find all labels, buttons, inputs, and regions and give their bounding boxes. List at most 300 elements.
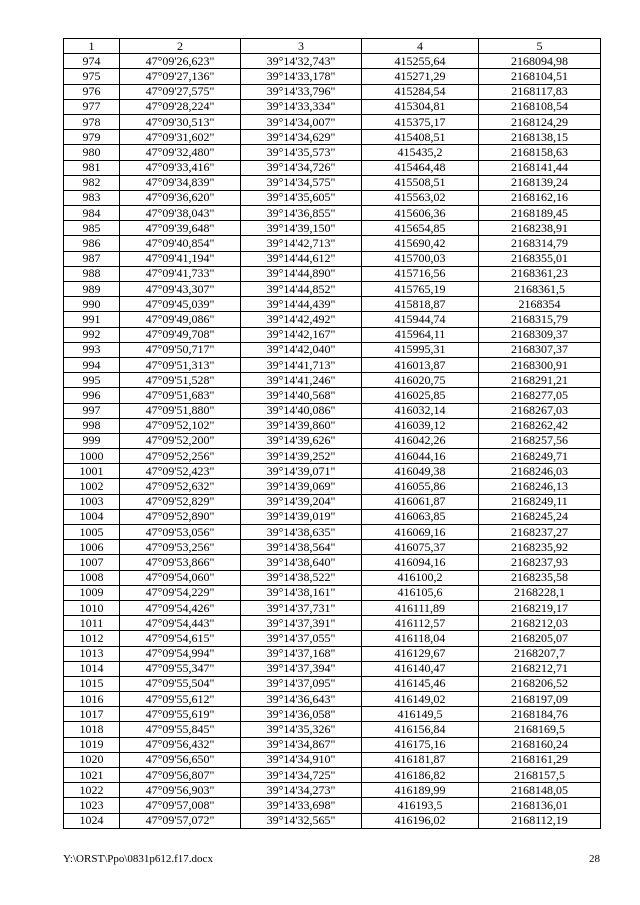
cell-y: 2168235,92 [479,540,601,555]
cell-point-number: 980 [64,145,120,160]
cell-x: 415765,19 [362,282,479,297]
cell-latitude: 47°09'52,890" [120,509,241,524]
cell-latitude: 47°09'51,313" [120,357,241,372]
cell-point-number: 995 [64,373,120,388]
cell-y: 2168246,13 [479,479,601,494]
cell-point-number: 998 [64,418,120,433]
cell-latitude: 47°09'56,903" [120,783,241,798]
cell-y: 2168161,29 [479,752,601,767]
cell-latitude: 47°09'28,224" [120,99,241,114]
cell-x: 416039,12 [362,418,479,433]
cell-y: 2168314,79 [479,236,601,251]
cell-y: 2168189,45 [479,206,601,221]
document-page [63,38,600,829]
cell-y: 2168249,11 [479,494,601,509]
cell-latitude: 47°09'52,423" [120,464,241,479]
table-row [64,449,601,464]
table-row [64,555,601,570]
cell-point-number: 1014 [64,661,120,676]
cell-latitude: 47°09'51,880" [120,403,241,418]
cell-longitude: 39°14'35,573" [241,145,362,160]
cell-point-number: 990 [64,297,120,312]
cell-latitude: 47°09'52,102" [120,418,241,433]
table-row [64,464,601,479]
cell-point-number: 1011 [64,616,120,631]
cell-latitude: 47°09'30,513" [120,114,241,129]
cell-latitude: 47°09'55,612" [120,692,241,707]
table-row [64,813,601,828]
cell-point-number: 982 [64,175,120,190]
cell-x: 415944,74 [362,312,479,327]
cell-longitude: 39°14'37,394" [241,661,362,676]
cell-longitude: 39°14'34,273" [241,783,362,798]
cell-y: 2168184,76 [479,707,601,722]
cell-point-number: 1002 [64,479,120,494]
column-header-y: 5 [479,39,601,54]
cell-longitude: 39°14'34,725" [241,768,362,783]
cell-y: 2168361,23 [479,266,601,281]
cell-latitude: 47°09'56,432" [120,737,241,752]
table-row [64,236,601,251]
table-row [64,707,601,722]
cell-point-number: 978 [64,114,120,129]
table-row [64,403,601,418]
cell-point-number: 992 [64,327,120,342]
cell-latitude: 47°09'36,620" [120,190,241,205]
cell-latitude: 47°09'57,072" [120,813,241,828]
cell-point-number: 1021 [64,768,120,783]
cell-longitude: 39°14'34,910" [241,752,362,767]
cell-longitude: 39°14'33,698" [241,798,362,813]
cell-x: 415464,48 [362,160,479,175]
cell-longitude: 39°14'35,605" [241,190,362,205]
cell-point-number: 993 [64,342,120,357]
cell-y: 2168309,37 [479,327,601,342]
cell-latitude: 47°09'52,200" [120,433,241,448]
cell-latitude: 47°09'41,194" [120,251,241,266]
cell-x: 415255,64 [362,54,479,69]
table-row [64,327,601,342]
table-row [64,190,601,205]
cell-point-number: 1000 [64,449,120,464]
cell-point-number: 974 [64,54,120,69]
cell-point-number: 991 [64,312,120,327]
table-row [64,312,601,327]
cell-y: 2168104,51 [479,69,601,84]
table-row [64,160,601,175]
cell-latitude: 47°09'52,829" [120,494,241,509]
cell-longitude: 39°14'36,855" [241,206,362,221]
table-row [64,585,601,600]
cell-latitude: 47°09'53,056" [120,525,241,540]
cell-longitude: 39°14'38,564" [241,540,362,555]
cell-point-number: 1018 [64,722,120,737]
cell-longitude: 39°14'38,635" [241,525,362,540]
cell-point-number: 1020 [64,752,120,767]
column-header-longitude: 3 [241,39,362,54]
cell-x: 416042,26 [362,433,479,448]
cell-x: 416140,47 [362,661,479,676]
table-row [64,251,601,266]
cell-x: 415964,11 [362,327,479,342]
cell-point-number: 983 [64,190,120,205]
table-row [64,418,601,433]
table-row [64,175,601,190]
cell-x: 416196,02 [362,813,479,828]
cell-x: 416145,46 [362,676,479,691]
table-row [64,692,601,707]
cell-x: 415304,81 [362,99,479,114]
cell-x: 416111,89 [362,600,479,615]
cell-y: 2168162,16 [479,190,601,205]
cell-latitude: 47°09'56,650" [120,752,241,767]
table-row [64,525,601,540]
cell-point-number: 1010 [64,600,120,615]
cell-longitude: 39°14'42,167" [241,327,362,342]
cell-point-number: 985 [64,221,120,236]
footer-file-path: Y:\ORST\Ppo\0831p612.f17.docx [63,853,213,865]
cell-point-number: 1004 [64,509,120,524]
cell-latitude: 47°09'52,256" [120,449,241,464]
cell-point-number: 1001 [64,464,120,479]
cell-latitude: 47°09'49,708" [120,327,241,342]
cell-x: 416020,75 [362,373,479,388]
cell-x: 416094,16 [362,555,479,570]
cell-point-number: 1008 [64,570,120,585]
cell-y: 2168124,29 [479,114,601,129]
cell-latitude: 47°09'55,347" [120,661,241,676]
cell-y: 2168354 [479,297,601,312]
cell-longitude: 39°14'34,867" [241,737,362,752]
cell-latitude: 47°09'38,043" [120,206,241,221]
table-row [64,373,601,388]
cell-latitude: 47°09'55,504" [120,676,241,691]
cell-longitude: 39°14'40,086" [241,403,362,418]
cell-latitude: 47°09'54,443" [120,616,241,631]
cell-y: 2168267,03 [479,403,601,418]
cell-point-number: 976 [64,84,120,99]
cell-point-number: 1003 [64,494,120,509]
table-row [64,479,601,494]
table-row [64,282,601,297]
cell-longitude: 39°14'34,007" [241,114,362,129]
cell-latitude: 47°09'26,623" [120,54,241,69]
cell-latitude: 47°09'41,733" [120,266,241,281]
cell-longitude: 39°14'39,150" [241,221,362,236]
cell-latitude: 47°09'27,575" [120,84,241,99]
cell-y: 2168212,71 [479,661,601,676]
cell-x: 415654,85 [362,221,479,236]
table-row [64,752,601,767]
cell-latitude: 47°09'51,683" [120,388,241,403]
cell-latitude: 47°09'54,426" [120,600,241,615]
table-row [64,433,601,448]
table-row [64,768,601,783]
cell-point-number: 988 [64,266,120,281]
table-row [64,342,601,357]
cell-longitude: 39°14'42,492" [241,312,362,327]
cell-y: 2168300,91 [479,357,601,372]
cell-point-number: 1023 [64,798,120,813]
table-row [64,540,601,555]
cell-point-number: 999 [64,433,120,448]
cell-y: 2168112,19 [479,813,601,828]
table-row [64,130,601,145]
cell-point-number: 989 [64,282,120,297]
cell-y: 2168206,52 [479,676,601,691]
table-body [64,54,601,829]
cell-x: 416100,2 [362,570,479,585]
cell-y: 2168197,09 [479,692,601,707]
cell-y: 2168228,1 [479,585,601,600]
cell-y: 2168094,98 [479,54,601,69]
column-header-point-number: 1 [64,39,120,54]
cell-x: 416013,87 [362,357,479,372]
cell-longitude: 39°14'37,055" [241,631,362,646]
cell-latitude: 47°09'32,480" [120,145,241,160]
table-row [64,145,601,160]
cell-x: 415995,31 [362,342,479,357]
cell-longitude: 39°14'37,731" [241,600,362,615]
cell-y: 2168315,79 [479,312,601,327]
cell-longitude: 39°14'33,796" [241,84,362,99]
cell-y: 2168157,5 [479,768,601,783]
cell-x: 416069,16 [362,525,479,540]
cell-x: 416044,16 [362,449,479,464]
table-row [64,646,601,661]
cell-latitude: 47°09'54,994" [120,646,241,661]
cell-point-number: 1016 [64,692,120,707]
cell-longitude: 39°14'34,726" [241,160,362,175]
cell-x: 416032,14 [362,403,479,418]
table-row [64,388,601,403]
cell-x: 416181,87 [362,752,479,767]
cell-y: 2168138,15 [479,130,601,145]
cell-point-number: 975 [64,69,120,84]
cell-longitude: 39°14'39,860" [241,418,362,433]
table-row [64,783,601,798]
cell-y: 2168262,42 [479,418,601,433]
cell-latitude: 47°09'55,619" [120,707,241,722]
cell-longitude: 39°14'39,204" [241,494,362,509]
cell-x: 415700,03 [362,251,479,266]
cell-y: 2168139,24 [479,175,601,190]
cell-y: 2168219,17 [479,600,601,615]
cell-longitude: 39°14'35,326" [241,722,362,737]
cell-y: 2168160,24 [479,737,601,752]
cell-point-number: 1009 [64,585,120,600]
cell-latitude: 47°09'50,717" [120,342,241,357]
cell-latitude: 47°09'54,060" [120,570,241,585]
cell-x: 416189,99 [362,783,479,798]
cell-point-number: 997 [64,403,120,418]
cell-x: 416061,87 [362,494,479,509]
cell-longitude: 39°14'38,640" [241,555,362,570]
table-row [64,114,601,129]
cell-y: 2168205,07 [479,631,601,646]
cell-y: 2168246,03 [479,464,601,479]
table-row [64,69,601,84]
cell-x: 416105,6 [362,585,479,600]
table-row [64,661,601,676]
cell-y: 2168212,03 [479,616,601,631]
cell-x: 415563,02 [362,190,479,205]
cell-x: 416075,37 [362,540,479,555]
cell-x: 415716,56 [362,266,479,281]
cell-latitude: 47°09'56,807" [120,768,241,783]
table-row [64,509,601,524]
cell-y: 2168169,5 [479,722,601,737]
cell-longitude: 39°14'39,069" [241,479,362,494]
cell-latitude: 47°09'45,039" [120,297,241,312]
cell-longitude: 39°14'32,565" [241,813,362,828]
cell-longitude: 39°14'42,713" [241,236,362,251]
cell-y: 2168148,05 [479,783,601,798]
cell-y: 2168136,01 [479,798,601,813]
cell-x: 415375,17 [362,114,479,129]
cell-longitude: 39°14'44,612" [241,251,362,266]
cell-point-number: 1013 [64,646,120,661]
cell-x: 416118,04 [362,631,479,646]
page-footer [63,853,600,865]
cell-y: 2168207,7 [479,646,601,661]
cell-y: 2168291,21 [479,373,601,388]
cell-longitude: 39°14'36,643" [241,692,362,707]
cell-longitude: 39°14'37,168" [241,646,362,661]
table-row [64,54,601,69]
cell-x: 415271,29 [362,69,479,84]
cell-latitude: 47°09'57,008" [120,798,241,813]
cell-x: 415508,51 [362,175,479,190]
cell-longitude: 39°14'44,439" [241,297,362,312]
cell-point-number: 987 [64,251,120,266]
cell-point-number: 1005 [64,525,120,540]
table-row [64,221,601,236]
cell-y: 2168245,24 [479,509,601,524]
cell-x: 416025,85 [362,388,479,403]
table-header-row [64,39,601,54]
cell-latitude: 47°09'31,602" [120,130,241,145]
cell-latitude: 47°09'51,528" [120,373,241,388]
cell-y: 2168235,58 [479,570,601,585]
cell-point-number: 977 [64,99,120,114]
cell-longitude: 39°14'41,713" [241,357,362,372]
cell-point-number: 1012 [64,631,120,646]
column-header-x: 4 [362,39,479,54]
cell-x: 416112,57 [362,616,479,631]
cell-point-number: 984 [64,206,120,221]
cell-latitude: 47°09'27,136" [120,69,241,84]
cell-latitude: 47°09'33,416" [120,160,241,175]
cell-longitude: 39°14'33,178" [241,69,362,84]
cell-x: 416149,5 [362,707,479,722]
table-row [64,266,601,281]
cell-latitude: 47°09'39,648" [120,221,241,236]
cell-y: 2168108,54 [479,99,601,114]
cell-x: 416149,02 [362,692,479,707]
cell-longitude: 39°14'34,629" [241,130,362,145]
table-row [64,84,601,99]
cell-longitude: 39°14'38,161" [241,585,362,600]
cell-longitude: 39°14'39,071" [241,464,362,479]
table-row [64,676,601,691]
cell-longitude: 39°14'37,095" [241,676,362,691]
table-row [64,631,601,646]
cell-point-number: 1006 [64,540,120,555]
cell-longitude: 39°14'38,522" [241,570,362,585]
cell-x: 416049,38 [362,464,479,479]
cell-latitude: 47°09'53,866" [120,555,241,570]
cell-y: 2168361,5 [479,282,601,297]
cell-y: 2168238,91 [479,221,601,236]
cell-longitude: 39°14'40,568" [241,388,362,403]
cell-longitude: 39°14'44,890" [241,266,362,281]
cell-x: 416193,5 [362,798,479,813]
cell-latitude: 47°09'55,845" [120,722,241,737]
cell-x: 415606,36 [362,206,479,221]
cell-longitude: 39°14'34,575" [241,175,362,190]
cell-x: 416063,85 [362,509,479,524]
cell-y: 2168158,63 [479,145,601,160]
table-row [64,206,601,221]
cell-longitude: 39°14'39,019" [241,509,362,524]
cell-y: 2168355,01 [479,251,601,266]
table-row [64,798,601,813]
cell-longitude: 39°14'39,252" [241,449,362,464]
cell-x: 416055,86 [362,479,479,494]
cell-point-number: 979 [64,130,120,145]
cell-longitude: 39°14'32,743" [241,54,362,69]
cell-point-number: 996 [64,388,120,403]
cell-point-number: 986 [64,236,120,251]
cell-latitude: 47°09'54,615" [120,631,241,646]
cell-longitude: 39°14'37,391" [241,616,362,631]
cell-x: 415435,2 [362,145,479,160]
cell-longitude: 39°14'39,626" [241,433,362,448]
cell-y: 2168237,93 [479,555,601,570]
cell-latitude: 47°09'52,632" [120,479,241,494]
cell-latitude: 47°09'54,229" [120,585,241,600]
table-row [64,99,601,114]
cell-y: 2168307,37 [479,342,601,357]
cell-y: 2168257,56 [479,433,601,448]
footer-page-number: 28 [589,853,600,865]
table-row [64,297,601,312]
cell-longitude: 39°14'41,246" [241,373,362,388]
table-row [64,494,601,509]
cell-longitude: 39°14'44,852" [241,282,362,297]
table-row [64,600,601,615]
column-header-latitude: 2 [120,39,241,54]
cell-longitude: 39°14'42,040" [241,342,362,357]
cell-x: 416186,82 [362,768,479,783]
cell-point-number: 1007 [64,555,120,570]
cell-x: 415818,87 [362,297,479,312]
cell-x: 415690,42 [362,236,479,251]
cell-y: 2168117,83 [479,84,601,99]
cell-y: 2168277,05 [479,388,601,403]
cell-x: 415408,51 [362,130,479,145]
cell-point-number: 981 [64,160,120,175]
cell-longitude: 39°14'33,334" [241,99,362,114]
table-row [64,357,601,372]
cell-point-number: 1015 [64,676,120,691]
table-row [64,722,601,737]
cell-point-number: 994 [64,357,120,372]
cell-x: 416156,84 [362,722,479,737]
cell-point-number: 1017 [64,707,120,722]
cell-point-number: 1022 [64,783,120,798]
